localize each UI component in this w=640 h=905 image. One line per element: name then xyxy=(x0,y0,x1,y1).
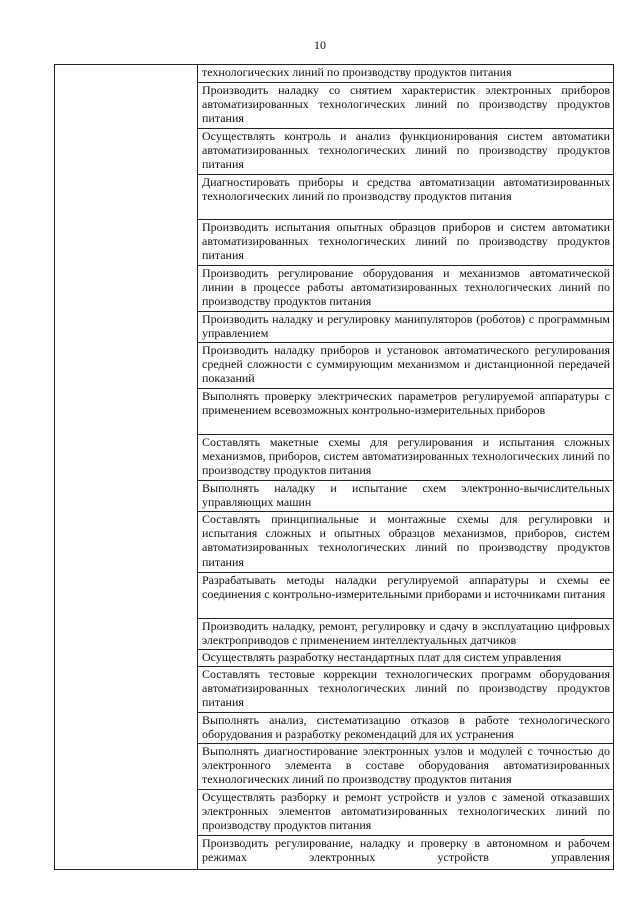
table-row xyxy=(55,65,614,83)
cell-text: Диагностировать приборы и средства автоматизации автоматизированных технологических линий по производству продуктов питания xyxy=(202,175,610,204)
table-cell xyxy=(198,129,614,175)
page-number: 10 xyxy=(314,38,326,52)
cell-text: Производить наладку приборов и установок автоматического регулирования средней сложности с суммирующим механизмом и дистанционной передачей показаний xyxy=(202,343,610,386)
cell-text: Разрабатывать методы наладки регулируемой аппаратуры и схемы ее соединения с контрольно-измерительными приборами и источниками питания xyxy=(202,573,610,602)
table-cell xyxy=(198,512,614,573)
cell-text: Производить наладку, ремонт, регулировку и сдачу в эксплуатацию цифровых электроприводов с применением интеллектуальных датчиков xyxy=(202,619,610,648)
table-cell xyxy=(198,650,614,667)
cell-text: Производить наладку и регулировку манипуляторов (роботов) с программным управлением xyxy=(202,312,610,341)
table-cell xyxy=(198,573,614,619)
left-column-cell xyxy=(55,65,198,870)
cell-text: Выполнять наладку и испытание схем электронно-вычислительных управляющих машин xyxy=(202,481,610,510)
cell-text: Составлять макетные схемы для регулирования и испытания сложных механизмов, приборов, систем автоматизированных технологических линий по производству продуктов питания xyxy=(202,435,610,478)
cell-text: технологических линий по производству продуктов питания xyxy=(202,65,512,79)
cell-text: Осуществлять разработку нестандартных плат для систем управления xyxy=(202,650,562,664)
cell-text: Выполнять проверку электрических параметров регулируемой аппаратуры с применением всевозможных контрольно-измерительных приборов xyxy=(202,389,610,418)
table-cell xyxy=(198,220,614,266)
cell-text: Осуществлять разборку и ремонт устройств и узлов с заменой отказавших электронных элементов автоматизированных технологических линий по производству продуктов питания xyxy=(202,790,610,833)
cell-text: Выполнять диагностирование электронных узлов и модулей с точностью до электронного элемента в составе оборудования автоматизированных технологических линий по производству продуктов питания xyxy=(202,744,610,787)
table-cell xyxy=(198,389,614,435)
cell-text: Составлять тестовые коррекции технологических программ оборудования автоматизированных технологических линий по производству продуктов питания xyxy=(202,667,610,710)
table-cell xyxy=(198,713,614,744)
cell-text: Производить испытания опытных образцов приборов и систем автоматики автоматизированных технологических линий по производству продуктов питания xyxy=(202,220,610,263)
table-cell xyxy=(198,435,614,481)
table-cell xyxy=(198,836,614,870)
table-cell xyxy=(198,619,614,650)
table-cell xyxy=(198,790,614,836)
cell-text: Составлять принципиальные и монтажные схемы для регулировки и испытания сложных и опытных образцов механизмов, приборов, систем автоматизированных технологических линий по производству продуктов питания xyxy=(202,512,610,569)
cell-text: Осуществлять контроль и анализ функционирования систем автоматики автоматизированных технологических линий по производству продуктов питания xyxy=(202,129,610,172)
cell-text: Производить наладку со снятием характеристик электронных приборов автоматизированных технологических линий по производству продуктов питания xyxy=(202,83,610,126)
table-cell xyxy=(198,65,614,83)
table-cell xyxy=(198,175,614,220)
table-cell xyxy=(198,481,614,512)
competency-table xyxy=(54,64,614,870)
table-cell xyxy=(198,312,614,343)
cell-text: Производить регулирование, наладку и проверку в автономном и рабочем режимах электронных устройств управления xyxy=(202,836,610,865)
table-cell xyxy=(198,744,614,790)
table-cell xyxy=(198,266,614,312)
table-cell xyxy=(198,83,614,129)
cell-text: Выполнять анализ, систематизацию отказов в работе технологического оборудования и разработку рекомендаций для их устранения xyxy=(202,713,610,742)
cell-text: Производить регулирование оборудования и механизмов автоматической линии в процессе работы автоматизированных технологических линий по производству продуктов питания xyxy=(202,266,610,309)
table-cell xyxy=(198,343,614,389)
table-cell xyxy=(198,667,614,713)
